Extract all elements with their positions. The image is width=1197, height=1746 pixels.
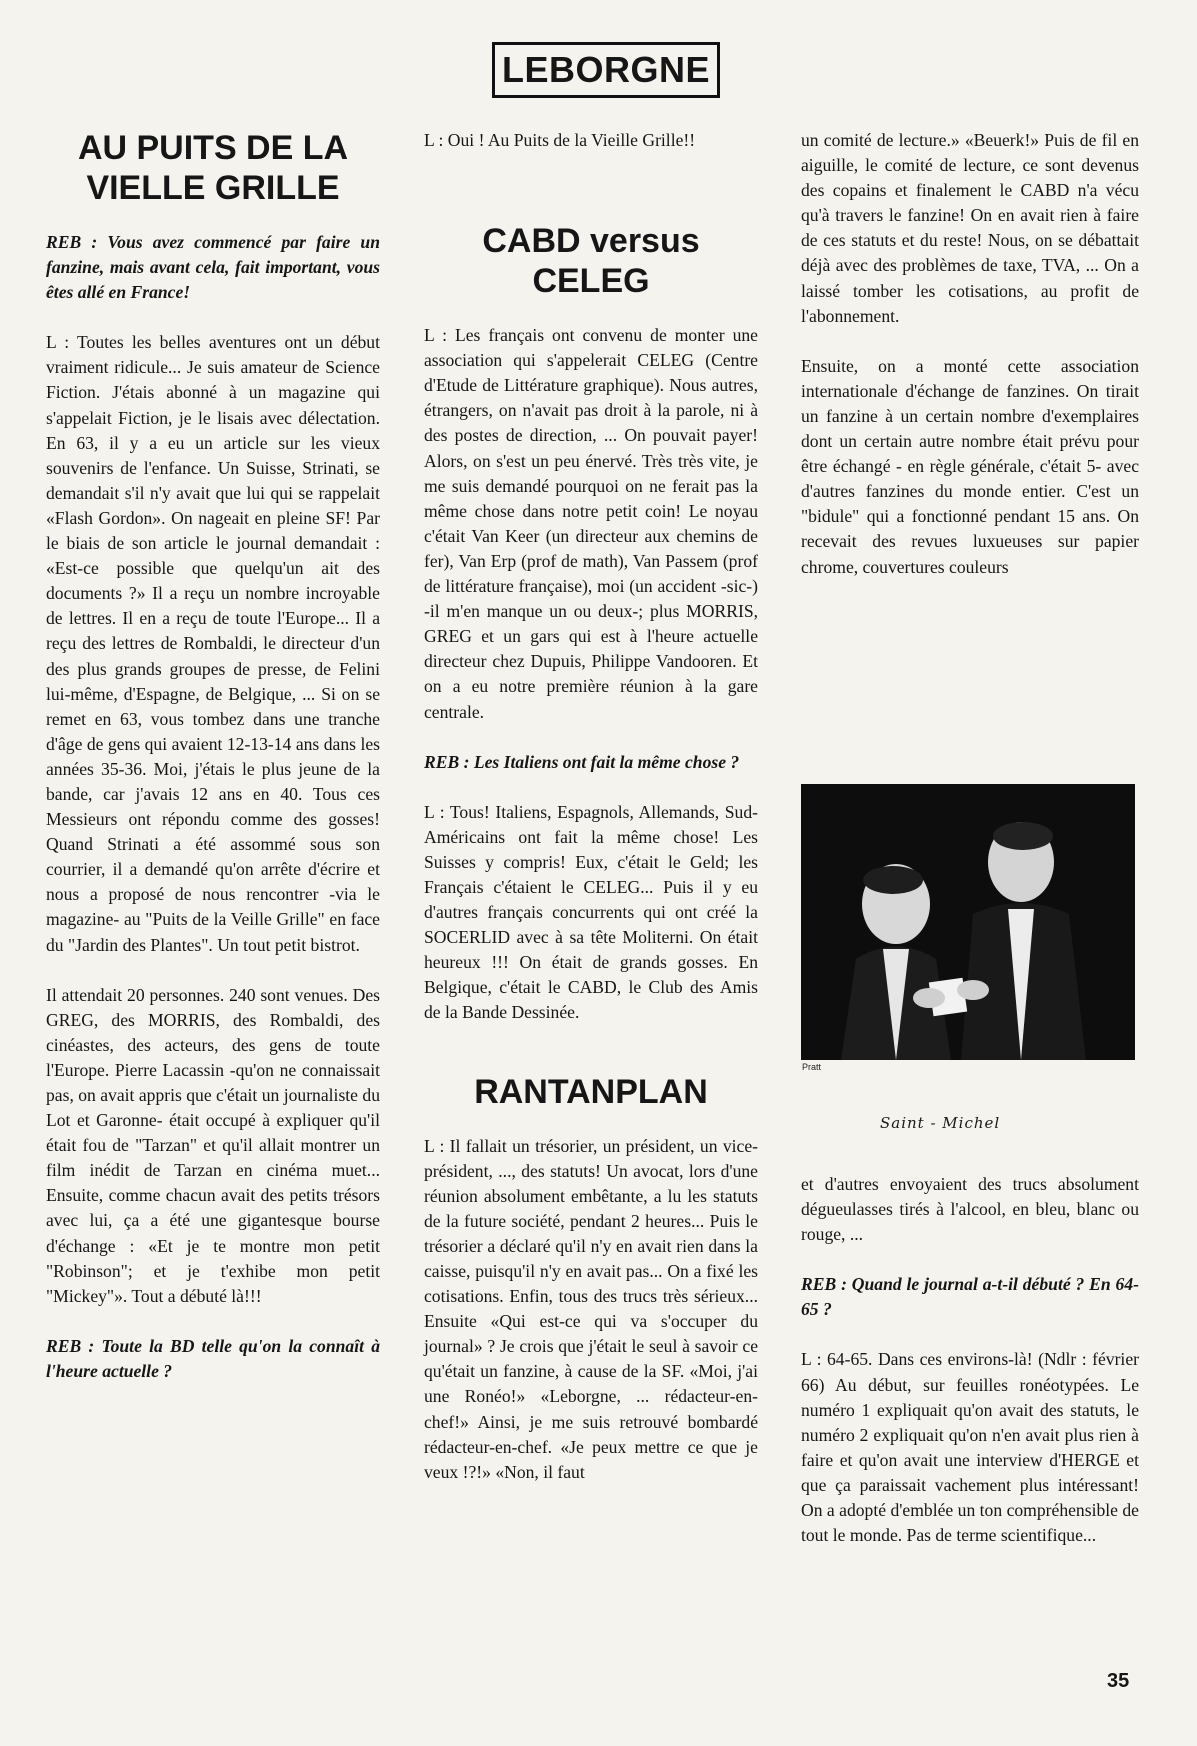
column-left: [46, 128, 380, 1409]
column-middle: [424, 128, 758, 1510]
question-paragraph: REB : Quand le journal a-t-il débuté ? En 64-65 ?: [801, 1274, 1139, 1320]
body-paragraph: Ensuite, on a monté cette association internationale d'échange de fanzines. On tirait un fanzine à un certain nombre d'exemplaires dont un certain autre nombre était prévu pour être échangé - en règle générale, c'était 5- avec d'autres fanzines du monde entier. C'est un "bidule" qui a fonctionné pendant 15 ans. On recevait des revues luxueuses sur papier chrome, couvertures couleurs: [801, 355, 1139, 577]
section-title-cabd: CABD versus CELEG: [482, 222, 700, 301]
article-title-puits: AU PUITS DE LA VIELLE GRILLE: [77, 129, 349, 207]
answer-paragraph: L : Toutes les belles aventures ont un début vraiment ridicule... Je suis amateur de Science Fiction. J'étais abonné à un magazine qui s'appelait Fiction, je le lisais avec délectation. En 63, il y a eu un article sur les vieux souvenirs de l'enfance. Un Suisse, Strinati, se demandait s'il n'y avait que lui qui se rappelait «Flash Gordon». On nageait en pleine SF! Par le biais de son article le journal demandait : «Est-ce possible que quelqu'un ait des documents ?» Il a reçu un nombre incroyable de lettres. Il en a reçu de toute l'Europe... Il a reçu des lettres de Rombaldi, le directeur d'un des plus grands groupes de presse, de Felini lui-même, d'Espagne, de Belgique, ... Si on se remet en 63, vous tombez dans une tranche d'âge de gens qui avaient 12-13-14 ans dans les années 35-36. Moi, j'étais le plus jeune de la bande, car j'avais 12 ans en 40. Tous ces Messieurs ont répondu comme des gosses! Quand Strinati a été assommé sous son courrier, il a demandé qu'on arrête d'écrire et nous a proposé de nous rencontrer -via le magazine- au "Puits de la Veille Grille" en face du "Jardin des Plantes". Un tout petit bistrot.: [46, 332, 380, 955]
answer-paragraph: L : Il fallait un trésorier, un président, un vice-président, ..., des statuts! Un avocat, lors d'une réunion absolument embêtante, a lu les statuts de la future société, pendant 2 heures... Puis le trésorier a déclaré qu'il n'y en avait rien dans la caisse, puisqu'il n'y en avait pas... On a fixé les cotisations. Enfin, tous des trucs très sérieux... Ensuite «Qui est-ce qui va s'occuper du journal» ? Je crois que j'était le seul à savoir ce qu'était un fanzine, à cause de la SF. «Moi, j'ai une Ronéo!» «Leborgne, ... rédacteur-en-chef!» Ainsi, je me suis retrouvé bombardé rédacteur-en-chef. «Je peux mettre ce que je veux !?!» «Non, il faut: [424, 1135, 758, 1482]
column-right: [801, 128, 1139, 605]
section-title-rantanplan: RANTANPLAN: [474, 1072, 708, 1111]
question-paragraph: REB : Vous avez commencé par faire un fanzine, mais avant cela, fait important, vous êtes allé en France!: [46, 232, 380, 303]
body-paragraph: Il attendait 20 personnes. 240 sont venues. Des GREG, des MORRIS, des Rombaldi, des cinéastes, des acteurs, des gens de toute l'Europe. Pierre Lacassin -qu'on ne connaissait pas, on avait appris que c'était un journaliste du Lot et Garonne- était occupé à expliquer qu'il était fou de "Tarzan" et qu'il allait montrer un film inédit de Tarzan en cinéma muet... Ensuite, comme chacun avait des petits trésors avec lui, ça a été une gigantesque bourse d'échange : «Et je te montre mon petit "Robinson"; et je t'exhibe mon petit "Mickey"». Tout a débuté là!!!: [46, 984, 380, 1306]
question-paragraph: REB : Toute la BD telle qu'on la connaît à l'heure actuelle ?: [46, 1335, 380, 1381]
answer-paragraph: L : 64-65. Dans ces environs-là! (Ndlr : février 66) Au début, sur feuilles ronéotypées. Le numéro 1 expliquait qu'on avait des statuts, le numéro 2 expliquait qu'on n'en avait plus rien à faire et qu'on avait une interview d'HERGE et que ça paraissait vachement plus intéressant! On a adopté d'emblée un ton compréhensible de tout le monde. Pas de terme scientifique...: [801, 1349, 1139, 1546]
body-paragraph: un comité de lecture.» «Beuerk!» Puis de fil en aiguille, le comité de lecture, ce sont devenus des copains et finalement le CABD n'a vécu qu'à travers le fanzine! On en avait rien à faire de ces statuts et du reste! Nous, on se débattait déjà avec des problèmes de taxe, TVA, ... On a laissé tomber les cotisations, au profit de l'abonnement.: [801, 130, 1139, 326]
body-paragraph: et d'autres envoyaient des trucs absolument dégueulasses tirés à l'alcool, en bleu, blanc ou rouge, ...: [801, 1174, 1139, 1245]
page-number: 35: [1107, 1670, 1130, 1692]
handwritten-caption: Saint - Michel: [880, 1114, 1001, 1132]
section-header-label: LEBORGNE: [501, 49, 710, 90]
answer-paragraph: L : Tous! Italiens, Espagnols, Allemands, Sud-Américains ont fait la même chose! Les Suisses y compris! Eux, c'était le Geld; les Français c'étaient le CELEG... Puis il y eu d'autres français concurrents qui ont créé la SOCERLID avec à sa tête Moliterni. On était heureux !!! On était de grands gosses. En Belgique, c'était le CABD, le Club des Amis de la Bande Dessinée.: [424, 801, 758, 1023]
answer-paragraph: L : Oui ! Au Puits de la Vieille Grille!!: [424, 130, 696, 150]
photo-credit: Pratt: [802, 1062, 822, 1072]
section-header: [492, 42, 720, 98]
photo-two-men: [801, 784, 1135, 1060]
column-right-lower: [801, 1172, 1139, 1573]
answer-paragraph: L : Les français ont convenu de monter une association qui s'appelerait CELEG (Centre d'Etude de Littérature graphique). Nous autres, étrangers, on n'avait pas droit à la parole, ni à des postes de direction, ... On pouvait payer! Alors, on s'est un peu énervé. Très très vite, je me suis demandé pourquoi on ne ferait pas la même chose dans notre petit coin! Le noyau c'était Van Keer (un directeur aux chemins de fer), Van Erp (prof de math), Van Passem (prof de littérature française), moi (un accident -sic-) -il m'en manque un ou deux-; plus MORRIS, GREG et un gars qui est à l'heure actuelle directeur chez Dupuis, Philippe Vandooren. Et on a eu notre première réunion à la gare centrale.: [424, 325, 758, 722]
question-paragraph: REB : Les Italiens ont fait la même chose ?: [424, 751, 740, 772]
